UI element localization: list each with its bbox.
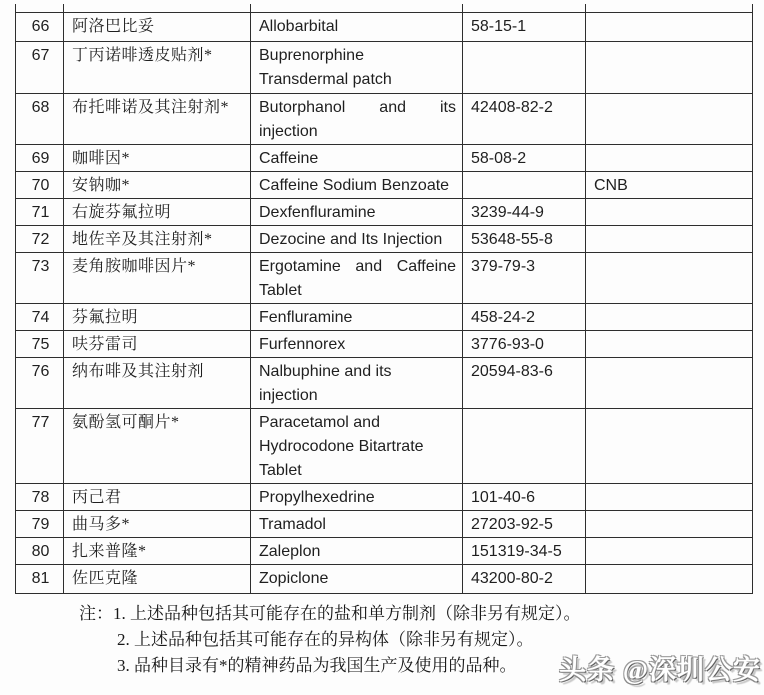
english-name-cell: Paracetamol and Hydrocodone Bitartrate Tablet bbox=[251, 409, 463, 484]
chinese-name-cell: 麦角胺咖啡因片* bbox=[64, 253, 251, 304]
row-number-cell: 66 bbox=[16, 13, 64, 42]
row-number-cell: 67 bbox=[16, 42, 64, 94]
remark-cell bbox=[586, 42, 753, 94]
remark-cell bbox=[586, 145, 753, 172]
row-number-cell: 68 bbox=[16, 94, 64, 145]
stub-cell bbox=[16, 4, 64, 13]
row-number-cell: 79 bbox=[16, 511, 64, 538]
remark-cell: CNB bbox=[586, 172, 753, 199]
chinese-name-cell: 咖啡因* bbox=[64, 145, 251, 172]
row-number-cell: 74 bbox=[16, 304, 64, 331]
chinese-name-cell: 呋芬雷司 bbox=[64, 331, 251, 358]
chinese-name-cell: 阿洛巴比妥 bbox=[64, 13, 251, 42]
row-number-cell: 69 bbox=[16, 145, 64, 172]
table-row bbox=[16, 94, 753, 145]
chinese-name-cell: 曲马多* bbox=[64, 511, 251, 538]
cas-number-cell bbox=[463, 172, 586, 199]
remark-cell bbox=[586, 226, 753, 253]
chinese-name-cell: 芬氟拉明 bbox=[64, 304, 251, 331]
english-name-cell: Furfennorex bbox=[251, 331, 463, 358]
chinese-name-cell: 丙己君 bbox=[64, 484, 251, 511]
chinese-name-cell: 纳布啡及其注射剂 bbox=[64, 358, 251, 409]
table-row bbox=[16, 172, 753, 199]
remark-cell bbox=[586, 94, 753, 145]
cas-number-cell: 20594-83-6 bbox=[463, 358, 586, 409]
cas-number-cell: 101-40-6 bbox=[463, 484, 586, 511]
footnote-item: 2. 上述品种包括其可能存在的异构体（除非另有规定）。 bbox=[117, 630, 534, 649]
chinese-name-cell: 安钠咖* bbox=[64, 172, 251, 199]
table-row bbox=[16, 484, 753, 511]
remark-cell bbox=[586, 253, 753, 304]
footnote-item: 3. 品种目录有*的精神药品为我国生产及使用的品种。 bbox=[117, 656, 517, 675]
psychotropic-drugs-table bbox=[15, 4, 753, 594]
english-name-cell: Allobarbital bbox=[251, 13, 463, 42]
english-name-cell: Tramadol bbox=[251, 511, 463, 538]
cas-number-cell: 458-24-2 bbox=[463, 304, 586, 331]
table-row bbox=[16, 511, 753, 538]
row-number-cell: 70 bbox=[16, 172, 64, 199]
english-name-cell: Butorphanol and its injection bbox=[251, 94, 463, 145]
chinese-name-cell: 地佐辛及其注射剂* bbox=[64, 226, 251, 253]
cas-number-cell: 3239-44-9 bbox=[463, 199, 586, 226]
table-row bbox=[16, 538, 753, 565]
cas-number-cell: 42408-82-2 bbox=[463, 94, 586, 145]
english-name-cell: Caffeine Sodium Benzoate bbox=[251, 172, 463, 199]
remark-cell bbox=[586, 565, 753, 594]
row-number-cell: 78 bbox=[16, 484, 64, 511]
table-row bbox=[16, 145, 753, 172]
row-number-cell: 72 bbox=[16, 226, 64, 253]
remark-cell bbox=[586, 13, 753, 42]
row-number-cell: 75 bbox=[16, 331, 64, 358]
row-number-cell: 71 bbox=[16, 199, 64, 226]
table-row bbox=[16, 331, 753, 358]
remark-cell bbox=[586, 511, 753, 538]
english-name-cell: Buprenorphine Transdermal patch bbox=[251, 42, 463, 94]
footnote-label: 注： bbox=[79, 604, 113, 623]
cas-number-cell: 53648-55-8 bbox=[463, 226, 586, 253]
table-row bbox=[16, 409, 753, 484]
table-row bbox=[16, 226, 753, 253]
remark-cell bbox=[586, 409, 753, 484]
table-row bbox=[16, 565, 753, 594]
english-name-cell: Dexfenfluramine bbox=[251, 199, 463, 226]
stub-cell bbox=[251, 4, 463, 13]
remark-cell bbox=[586, 304, 753, 331]
toutiao-watermark: 头条 @深圳公安 bbox=[559, 655, 761, 685]
table-row bbox=[16, 199, 753, 226]
stub-cell bbox=[463, 4, 586, 13]
footnotes bbox=[79, 601, 639, 679]
chinese-name-cell: 右旋芬氟拉明 bbox=[64, 199, 251, 226]
cas-number-cell: 43200-80-2 bbox=[463, 565, 586, 594]
english-name-cell: Propylhexedrine bbox=[251, 484, 463, 511]
footnote-line bbox=[79, 601, 639, 627]
cas-number-cell: 27203-92-5 bbox=[463, 511, 586, 538]
table-cutoff-stub-row bbox=[16, 4, 753, 13]
cas-number-cell bbox=[463, 409, 586, 484]
table-row bbox=[16, 253, 753, 304]
chinese-name-cell: 佐匹克隆 bbox=[64, 565, 251, 594]
remark-cell bbox=[586, 358, 753, 409]
cas-number-cell: 151319-34-5 bbox=[463, 538, 586, 565]
english-name-cell: Zopiclone bbox=[251, 565, 463, 594]
row-number-cell: 76 bbox=[16, 358, 64, 409]
remark-cell bbox=[586, 331, 753, 358]
english-name-cell: Fenfluramine bbox=[251, 304, 463, 331]
cas-number-cell: 58-15-1 bbox=[463, 13, 586, 42]
footnote-item: 1. 上述品种包括其可能存在的盐和单方制剂（除非另有规定）。 bbox=[113, 604, 581, 623]
stub-cell bbox=[64, 4, 251, 13]
english-name-cell: Ergotamine and Caffeine Tablet bbox=[251, 253, 463, 304]
chinese-name-cell: 布托啡诺及其注射剂* bbox=[64, 94, 251, 145]
cas-number-cell: 3776-93-0 bbox=[463, 331, 586, 358]
cas-number-cell: 58-08-2 bbox=[463, 145, 586, 172]
chinese-name-cell: 扎来普隆* bbox=[64, 538, 251, 565]
remark-cell bbox=[586, 538, 753, 565]
english-name-cell: Zaleplon bbox=[251, 538, 463, 565]
row-number-cell: 80 bbox=[16, 538, 64, 565]
remark-cell bbox=[586, 484, 753, 511]
table-row bbox=[16, 13, 753, 42]
cas-number-cell bbox=[463, 42, 586, 94]
stub-cell bbox=[586, 4, 753, 13]
english-name-cell: Caffeine bbox=[251, 145, 463, 172]
row-number-cell: 73 bbox=[16, 253, 64, 304]
row-number-cell: 77 bbox=[16, 409, 64, 484]
english-name-cell: Nalbuphine and its injection bbox=[251, 358, 463, 409]
chinese-name-cell: 氨酚氢可酮片* bbox=[64, 409, 251, 484]
table-row bbox=[16, 42, 753, 94]
remark-cell bbox=[586, 199, 753, 226]
cas-number-cell: 379-79-3 bbox=[463, 253, 586, 304]
chinese-name-cell: 丁丙诺啡透皮贴剂* bbox=[64, 42, 251, 94]
table-row bbox=[16, 358, 753, 409]
table-row bbox=[16, 304, 753, 331]
english-name-cell: Dezocine and Its Injection bbox=[251, 226, 463, 253]
row-number-cell: 81 bbox=[16, 565, 64, 594]
